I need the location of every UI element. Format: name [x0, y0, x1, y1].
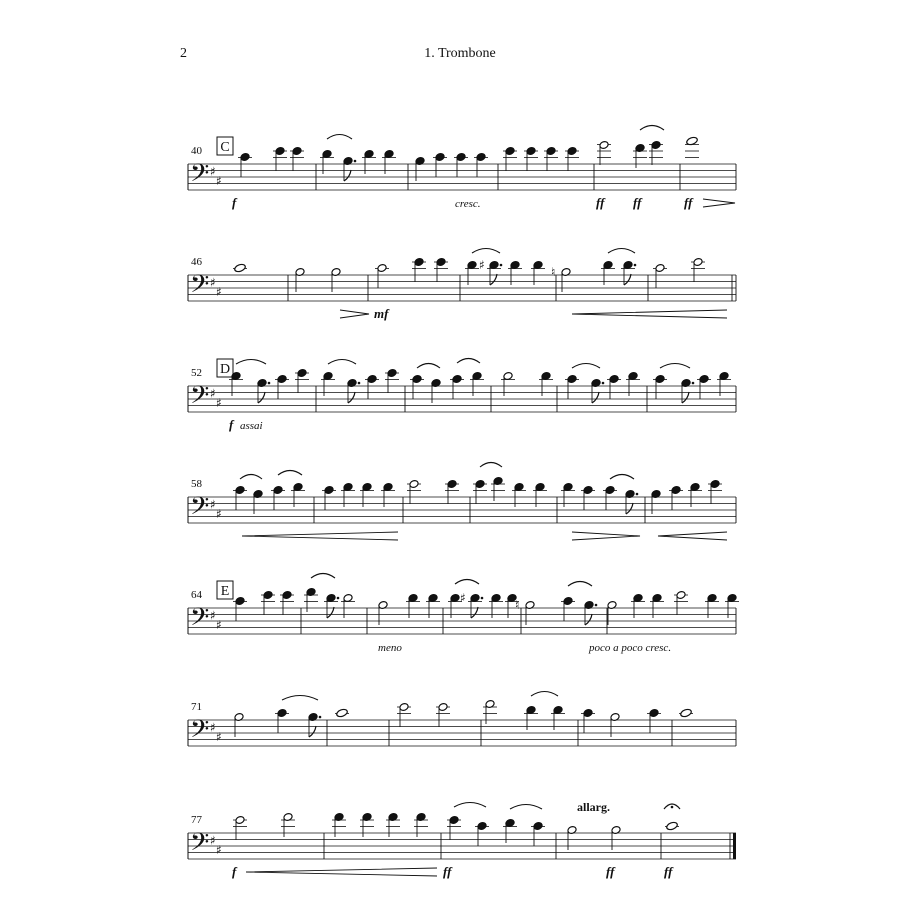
notehead [412, 375, 422, 384]
dot-icon [595, 604, 598, 607]
sharp-icon: ♯ [216, 730, 222, 744]
note [275, 709, 289, 733]
note-flag [682, 392, 689, 403]
notehead [399, 703, 409, 712]
note [708, 480, 722, 504]
slur [455, 580, 479, 585]
note [653, 264, 667, 288]
rehearsal-mark: E [220, 584, 230, 599]
note [261, 591, 275, 615]
measure-number: 58 [191, 478, 202, 490]
note [607, 375, 621, 399]
expression-text: allarg. [577, 800, 610, 814]
slur [282, 696, 318, 701]
note [460, 591, 483, 618]
note [385, 369, 399, 393]
dot-icon [268, 382, 271, 385]
note [597, 141, 611, 165]
notehead [377, 264, 387, 273]
note [647, 709, 661, 733]
note [565, 375, 579, 399]
note [280, 591, 294, 615]
dynamic-marking: f [232, 864, 237, 879]
slur [278, 471, 302, 476]
note [290, 147, 304, 171]
notehead [651, 141, 661, 150]
notehead [477, 822, 487, 831]
staff-system-40 [188, 126, 736, 211]
note [375, 264, 389, 288]
slur [640, 126, 664, 131]
sharp-icon: ♯ [216, 507, 222, 521]
notehead [282, 591, 292, 600]
notehead [273, 486, 283, 495]
notehead [324, 486, 334, 495]
slur [480, 463, 502, 468]
staff-system-52 [188, 359, 736, 433]
note [565, 147, 579, 171]
dot-icon [634, 264, 637, 267]
note-flag [490, 274, 497, 285]
note-flag [344, 170, 351, 181]
dynamic-marking: ff [633, 195, 642, 210]
note [295, 369, 309, 393]
notehead [533, 822, 543, 831]
natural-icon: ♮ [515, 598, 520, 612]
natural-icon: ♮ [551, 265, 556, 279]
note [397, 703, 411, 727]
dynamic-marking: f [229, 417, 234, 432]
notehead [546, 147, 556, 156]
measure-number: 77 [191, 814, 202, 826]
staff-system-77 [188, 800, 736, 879]
note [410, 375, 424, 399]
notehead [447, 480, 457, 489]
bass-clef-icon: 𝄢 [190, 492, 210, 527]
measure-number: 46 [191, 256, 202, 268]
bass-clef-icon: 𝄢 [190, 715, 210, 750]
sharp-icon: ♯ [210, 164, 216, 179]
dynamic-marking: ff [596, 195, 605, 210]
sharp-icon: ♯ [460, 591, 466, 605]
bass-clef-icon: 𝄢 [190, 828, 210, 863]
notehead [414, 258, 424, 267]
sharp-icon: ♯ [210, 720, 216, 735]
note-flag [626, 503, 633, 514]
notehead [277, 709, 287, 718]
notehead [235, 486, 245, 495]
decrescendo-hairpin [340, 310, 369, 318]
note [479, 258, 502, 285]
sharp-icon: ♯ [210, 275, 216, 290]
note [679, 708, 693, 718]
staff-system-58 [188, 463, 736, 541]
notehead [336, 708, 349, 718]
note [365, 375, 379, 399]
slur [610, 475, 634, 480]
measure-number: 71 [191, 701, 202, 713]
notehead [292, 147, 302, 156]
notehead [526, 147, 536, 156]
measure-number: 64 [191, 589, 202, 601]
dynamic-marking: ff [684, 195, 693, 210]
note [233, 486, 247, 510]
note [544, 147, 558, 171]
note [503, 147, 517, 171]
note [233, 816, 247, 840]
dot-icon [481, 597, 484, 600]
crescendo-hairpin [658, 532, 727, 540]
page-number: 2 [180, 46, 187, 61]
note [474, 153, 488, 177]
notehead [693, 258, 703, 267]
notehead [583, 486, 593, 495]
note [685, 136, 699, 157]
notehead [234, 263, 247, 273]
expression-text: assai [240, 420, 263, 432]
staff-system-71 [188, 692, 736, 751]
note [436, 703, 450, 727]
note [653, 375, 667, 399]
notehead [435, 153, 445, 162]
notehead [449, 816, 459, 825]
notehead [599, 141, 609, 150]
dot-icon [602, 382, 605, 385]
notehead [583, 709, 593, 718]
note [475, 822, 489, 846]
notehead [275, 147, 285, 156]
notehead [567, 375, 577, 384]
notehead [655, 375, 665, 384]
slur [236, 360, 266, 365]
note-flag [471, 607, 478, 618]
slur [417, 364, 440, 369]
note-flag [348, 392, 355, 403]
note [271, 486, 285, 510]
staff-system-64 [188, 574, 739, 655]
note [561, 597, 575, 621]
crescendo-hairpin [246, 868, 437, 876]
note [697, 375, 711, 399]
bass-clef-icon: 𝄢 [190, 603, 210, 638]
final-barline-thick [733, 833, 736, 859]
notehead [710, 480, 720, 489]
expression-text: cresc. [455, 198, 481, 210]
dot-icon [636, 493, 639, 496]
dot-icon [337, 597, 340, 600]
slur [457, 359, 480, 364]
notehead [605, 486, 615, 495]
note [275, 375, 289, 399]
note-flag [327, 607, 334, 618]
notehead [235, 597, 245, 606]
notehead [567, 147, 577, 156]
sharp-icon: ♯ [210, 608, 216, 623]
dot-icon [319, 716, 322, 719]
bass-clef-icon: 𝄢 [190, 159, 210, 194]
notehead [666, 821, 679, 831]
notehead [263, 591, 273, 600]
note [434, 258, 448, 282]
note [691, 258, 705, 282]
dynamic-marking: ff [664, 864, 673, 879]
notehead [452, 375, 462, 384]
note-flag [309, 726, 316, 737]
rehearsal-mark: D [219, 362, 231, 377]
note [412, 258, 426, 282]
dot-icon [354, 160, 357, 163]
slur [608, 249, 635, 254]
bass-clef-icon: 𝄢 [190, 381, 210, 416]
dynamic-marking: f [232, 195, 237, 210]
notehead [387, 369, 397, 378]
slur [568, 582, 592, 587]
part-title: 1. Trombone [424, 46, 496, 61]
sharp-icon: ♯ [479, 258, 485, 272]
notehead [699, 375, 709, 384]
note [669, 486, 683, 510]
notehead [240, 153, 250, 162]
note [524, 147, 538, 171]
expression-text: poco a poco cresc. [589, 642, 672, 654]
dynamic-marking: ff [443, 864, 452, 879]
slur [454, 803, 486, 808]
bass-clef-icon: 𝄢 [190, 270, 210, 305]
note-flag [624, 274, 631, 285]
rehearsal-mark: C [220, 140, 230, 155]
slur [472, 249, 500, 254]
dot-icon [692, 382, 695, 385]
staff-system-46 [188, 249, 736, 322]
notehead [563, 597, 573, 606]
dynamic-marking: mf [374, 306, 389, 321]
note [407, 480, 421, 504]
notehead [609, 375, 619, 384]
notehead [367, 375, 377, 384]
note [445, 480, 459, 504]
note [665, 821, 679, 831]
notehead [475, 480, 485, 489]
note [581, 709, 595, 733]
note [238, 153, 252, 177]
decrescendo-hairpin [572, 532, 640, 540]
sharp-icon: ♯ [216, 843, 222, 857]
measure-number: 52 [191, 367, 202, 379]
notehead [671, 486, 681, 495]
decrescendo-hairpin [703, 199, 735, 207]
note-flag [585, 614, 592, 625]
crescendo-hairpin [242, 532, 398, 540]
note [233, 263, 247, 273]
note [233, 597, 247, 621]
notehead [476, 153, 486, 162]
note [531, 822, 545, 846]
note [473, 480, 487, 504]
slur [572, 364, 600, 369]
sharp-icon: ♯ [216, 618, 222, 632]
note [273, 147, 287, 171]
notehead [438, 703, 448, 712]
sharp-icon: ♯ [210, 833, 216, 848]
slur [240, 475, 262, 480]
sharp-icon: ♯ [216, 285, 222, 299]
note-flag [592, 392, 599, 403]
note [450, 375, 464, 399]
measure-number: 40 [191, 145, 202, 157]
notehead [297, 369, 307, 378]
expression-text: meno [378, 642, 402, 654]
slur [660, 364, 690, 369]
dot-icon [358, 382, 361, 385]
note [454, 153, 468, 177]
crescendo-hairpin [572, 310, 727, 318]
notehead [409, 480, 419, 489]
note [335, 708, 349, 718]
notehead [649, 709, 659, 718]
slur [510, 805, 542, 810]
note [581, 486, 595, 510]
note [649, 141, 663, 165]
notehead [277, 375, 287, 384]
slur [311, 574, 335, 579]
dynamic-marking: ff [606, 864, 615, 879]
notehead [655, 264, 665, 273]
note [322, 486, 336, 510]
note-flag [258, 392, 265, 403]
sharp-icon: ♯ [210, 497, 216, 512]
notehead [235, 816, 245, 825]
note [433, 153, 447, 177]
notehead [676, 591, 686, 600]
sharp-icon: ♯ [216, 396, 222, 410]
slur [531, 692, 558, 697]
slur [328, 360, 356, 365]
fermata-dot [671, 806, 674, 809]
sharp-icon: ♯ [216, 174, 222, 188]
dot-icon [500, 264, 503, 267]
notehead [456, 153, 466, 162]
slur [327, 135, 352, 140]
notehead [505, 147, 515, 156]
sharp-icon: ♯ [210, 386, 216, 401]
note [674, 591, 688, 615]
note [447, 816, 461, 840]
notehead [436, 258, 446, 267]
notehead [680, 708, 693, 718]
note [603, 486, 617, 510]
